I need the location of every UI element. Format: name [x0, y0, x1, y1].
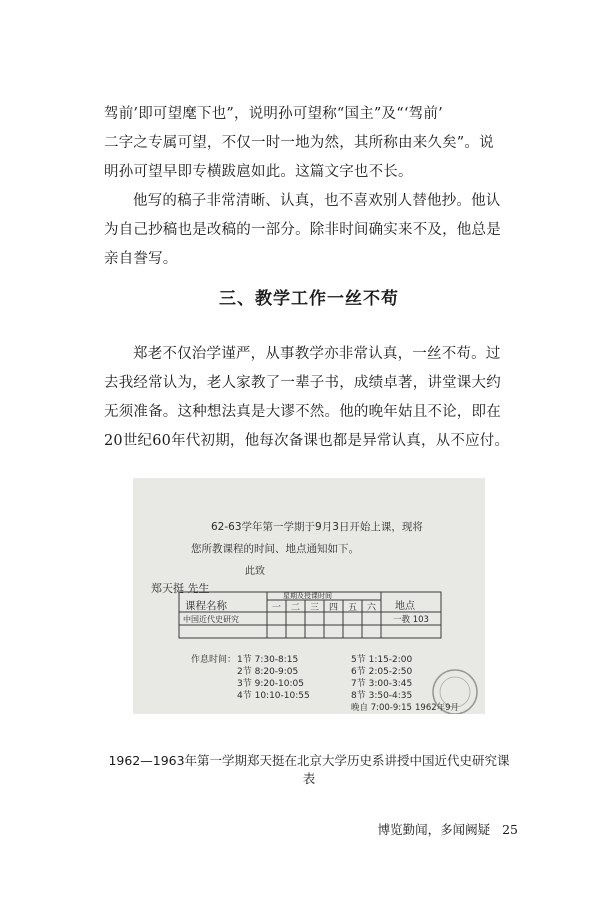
- column-weekday-header: 星期及授课时间: [283, 592, 332, 600]
- column-place-header: 地点: [395, 601, 415, 612]
- period-time: 4节 10:10-10:55: [237, 691, 310, 701]
- paragraph-line: 驾前’即可望麾下也”，说明孙可望称“国主”及“‘驾前’: [104, 106, 443, 122]
- paragraph-line: 明孙可望早即专横跋扈如此。这篇文字也不长。: [104, 164, 413, 180]
- period-time: 2节 8:20-9:05: [237, 667, 299, 677]
- period-time: 3节 9:20-10:05: [237, 679, 304, 689]
- page-number: 25: [502, 822, 518, 837]
- course-place: 一教 103: [393, 615, 429, 625]
- section-heading: 三、教学工作一丝不苟: [219, 289, 399, 309]
- paragraph-line: 他写的稿子非常清晰、认真，也不喜欢别人替他抄。他认: [133, 193, 501, 209]
- day-label: 二: [291, 603, 301, 613]
- running-footer: [378, 820, 518, 838]
- period-time: 7节 3:00-3:45: [351, 679, 413, 689]
- period-time: 6节 2:05-2:50: [351, 667, 413, 677]
- paragraph-line: 亲自誊写。: [104, 251, 178, 267]
- addressee: 郑天挺 先生: [151, 582, 210, 595]
- paragraph-line: 二字之专属可望，不仅一时一地为然，其所称由来久矣”。说: [104, 135, 494, 151]
- paragraph-2: [104, 187, 514, 274]
- notice-salutation: 此致: [245, 566, 265, 577]
- notice-line-1: 62-63学年第一学期于9月3日开始上课，现将: [211, 521, 423, 533]
- paragraph-line: 去我经常认为，老人家教了一辈子书，成绩卓著，讲堂课大约: [104, 375, 501, 391]
- paragraph-1: [104, 100, 514, 187]
- notice-line-2: 您所教课程的时间、地点通知如下。: [191, 543, 359, 555]
- course-name: 中国近代史研究: [183, 615, 239, 624]
- day-label: 三: [310, 603, 320, 613]
- paragraph-line: 无须准备。这种想法真是大谬不然。他的晚年姑且不论，即在: [104, 404, 501, 420]
- evening-time: 晚自 7:00-9:15: [351, 703, 412, 713]
- schedule-document-drawing: [133, 478, 485, 714]
- footer-book-title: 博览勤闻，多闻阙疑: [377, 822, 491, 837]
- day-label: 四: [329, 603, 339, 613]
- figure-caption: 1962—1963年第一学期郑天挺在北京大学历史系讲授中国近代史研究课表: [108, 753, 510, 786]
- day-label: 六: [367, 603, 377, 613]
- date-stamp: 1962年9月: [415, 703, 460, 713]
- period-time: 1节 7:30-8:15: [237, 655, 299, 665]
- paragraph-line: 郑老不仅治学谨严，从事教学亦非常认真，一丝不苟。过: [133, 346, 501, 362]
- column-course-header: 课程名称: [185, 600, 227, 612]
- schedule-label: 作息时间：: [191, 655, 237, 665]
- day-label: 一: [272, 603, 282, 613]
- period-time: 5节 1:15-2:00: [351, 655, 413, 665]
- paragraph-line: 为自己抄稿也是改稿的一部分。除非时间确实来不及，他总是: [104, 222, 501, 238]
- day-label: 五: [348, 603, 358, 613]
- paragraph-3: [104, 340, 514, 456]
- period-time: 8节 3:50-4:35: [351, 691, 413, 701]
- paragraph-line: 20世纪60年代初期，他每次备课也都是异常认真，从不应付。: [104, 433, 510, 449]
- schedule-photo: [133, 478, 485, 714]
